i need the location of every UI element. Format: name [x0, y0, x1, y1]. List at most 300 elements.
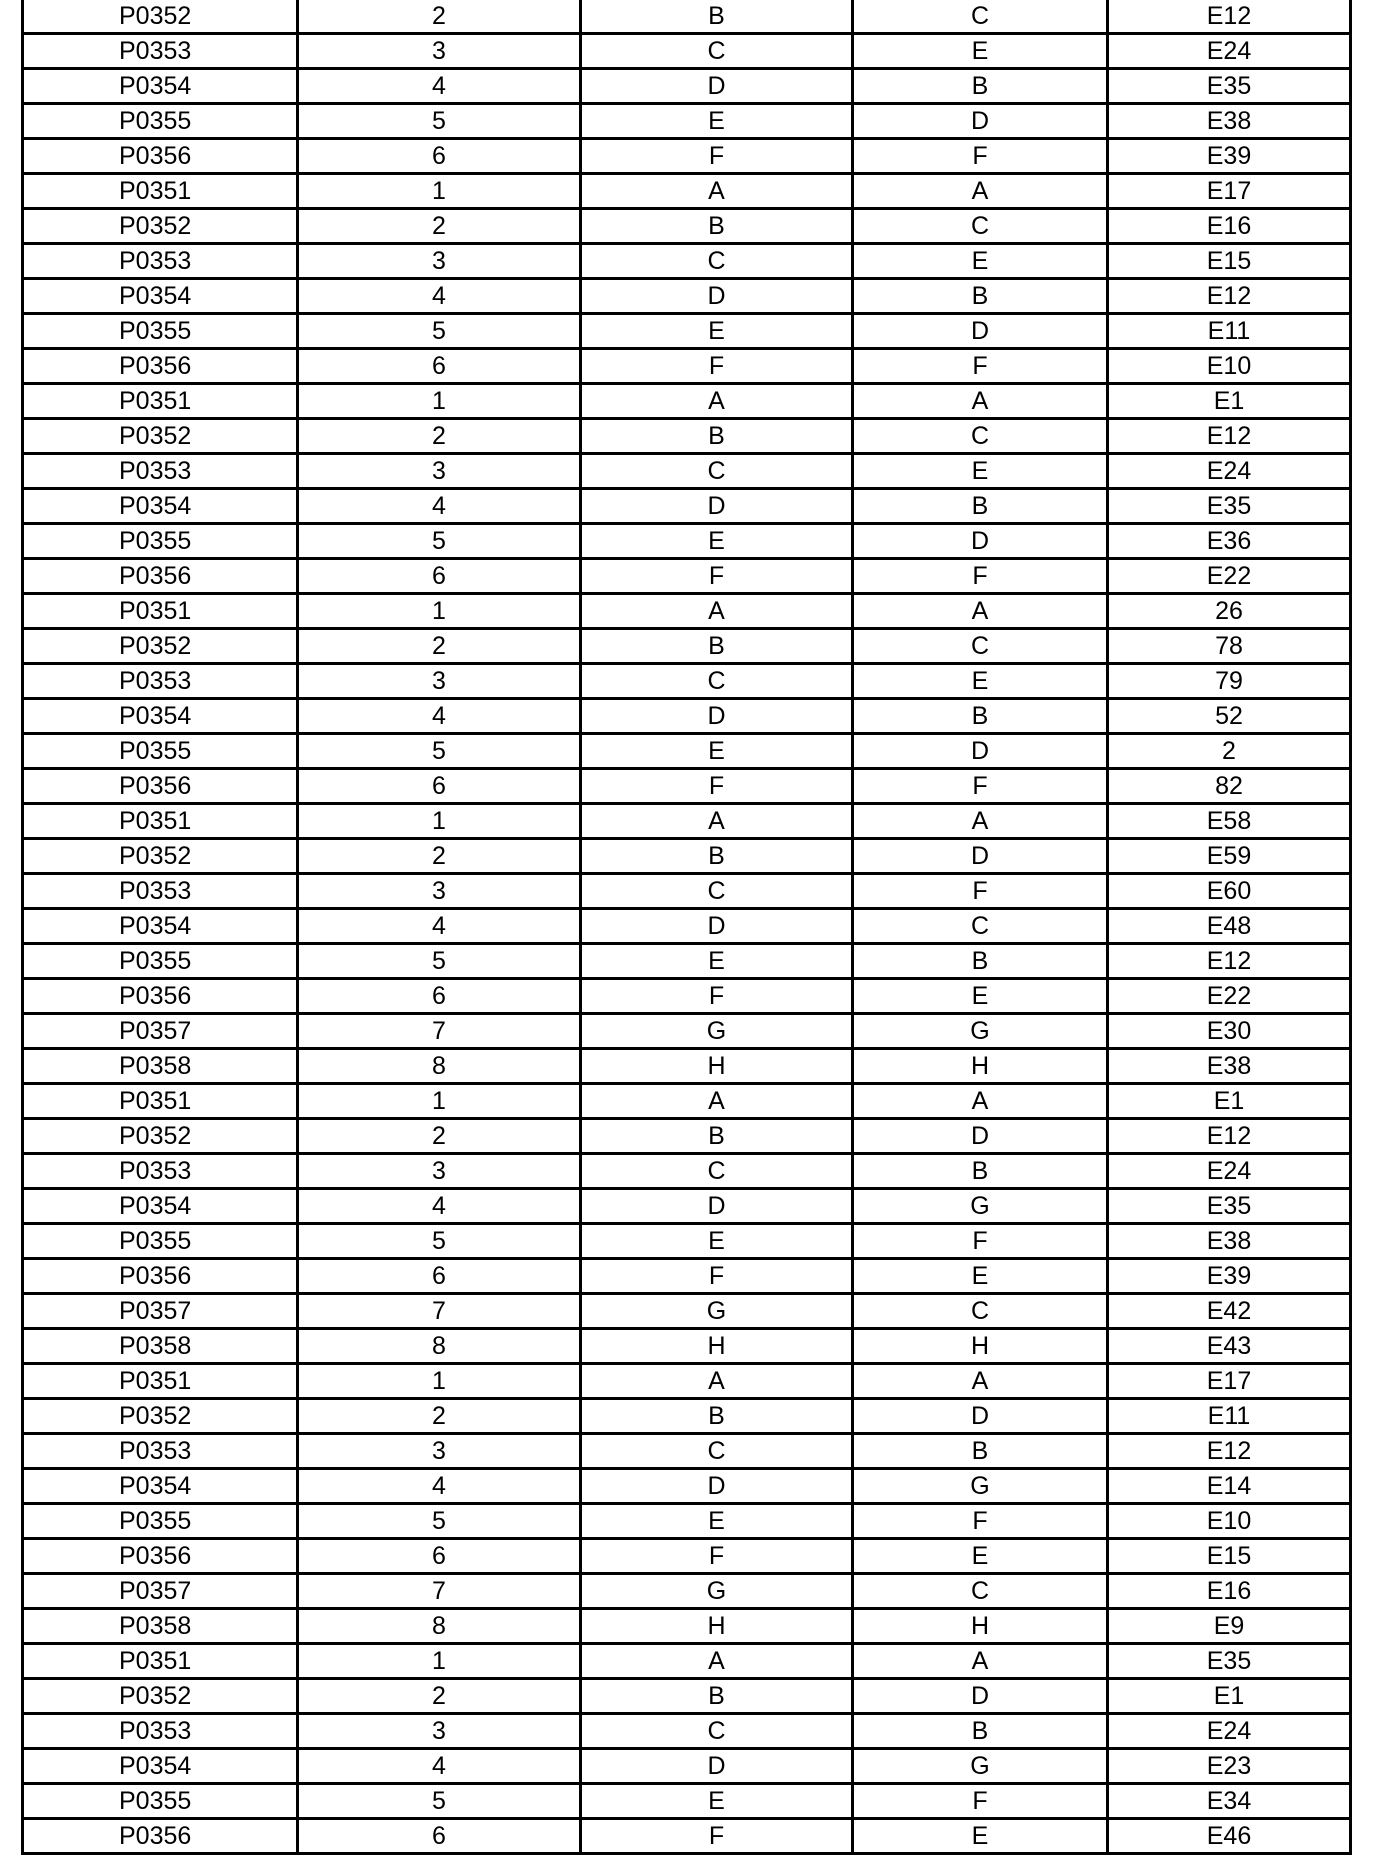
table-row: [23, 1609, 1351, 1644]
row-code-a-cell: C: [581, 1434, 853, 1469]
row-number-cell: 5: [298, 104, 581, 139]
table-row: [23, 909, 1351, 944]
row-e-code-cell: E35: [1108, 1189, 1351, 1224]
row-number-cell: 1: [298, 594, 581, 629]
row-number-cell: 1: [298, 804, 581, 839]
row-id-cell: P0355: [23, 944, 298, 979]
row-code-a-cell: B: [581, 209, 853, 244]
table-row: [23, 1574, 1351, 1609]
table-row: [23, 174, 1351, 209]
row-code-a-cell: C: [581, 1154, 853, 1189]
row-id-cell: P0354: [23, 489, 298, 524]
row-number-cell: 8: [298, 1609, 581, 1644]
row-e-code-cell: E48: [1108, 909, 1351, 944]
row-e-code-cell: E23: [1108, 1749, 1351, 1784]
row-number-cell: 6: [298, 1539, 581, 1574]
row-e-code-cell: 82: [1108, 769, 1351, 804]
row-e-code-cell: E43: [1108, 1329, 1351, 1364]
row-id-cell: P0353: [23, 1154, 298, 1189]
row-number-cell: 4: [298, 1189, 581, 1224]
row-number-cell: 3: [298, 454, 581, 489]
table-body: [23, 0, 1351, 1854]
row-code-a-cell: D: [581, 279, 853, 314]
row-code-a-cell: F: [581, 139, 853, 174]
row-code-a-cell: A: [581, 174, 853, 209]
row-code-b-cell: E: [853, 979, 1108, 1014]
row-code-b-cell: E: [853, 1539, 1108, 1574]
row-code-a-cell: F: [581, 769, 853, 804]
row-number-cell: 8: [298, 1329, 581, 1364]
row-code-a-cell: F: [581, 559, 853, 594]
table-row: [23, 1259, 1351, 1294]
row-code-b-cell: H: [853, 1609, 1108, 1644]
row-e-code-cell: E24: [1108, 34, 1351, 69]
row-code-b-cell: A: [853, 384, 1108, 419]
row-number-cell: 3: [298, 244, 581, 279]
row-e-code-cell: 78: [1108, 629, 1351, 664]
row-e-code-cell: E9: [1108, 1609, 1351, 1644]
row-code-b-cell: A: [853, 1084, 1108, 1119]
row-code-a-cell: B: [581, 629, 853, 664]
row-e-code-cell: E22: [1108, 979, 1351, 1014]
row-code-a-cell: F: [581, 349, 853, 384]
table-row: [23, 1714, 1351, 1749]
row-number-cell: 6: [298, 349, 581, 384]
row-number-cell: 4: [298, 489, 581, 524]
row-number-cell: 6: [298, 559, 581, 594]
table-row: [23, 1014, 1351, 1049]
row-code-b-cell: A: [853, 804, 1108, 839]
row-number-cell: 1: [298, 174, 581, 209]
table-row: [23, 699, 1351, 734]
row-id-cell: P0352: [23, 419, 298, 454]
row-code-a-cell: B: [581, 839, 853, 874]
row-e-code-cell: E46: [1108, 1819, 1351, 1854]
row-e-code-cell: E30: [1108, 1014, 1351, 1049]
row-number-cell: 6: [298, 139, 581, 174]
row-code-a-cell: D: [581, 699, 853, 734]
row-id-cell: P0352: [23, 1679, 298, 1714]
row-number-cell: 3: [298, 1714, 581, 1749]
table-row: [23, 314, 1351, 349]
row-id-cell: P0356: [23, 349, 298, 384]
row-e-code-cell: E35: [1108, 489, 1351, 524]
row-code-a-cell: H: [581, 1049, 853, 1084]
table-row: [23, 1294, 1351, 1329]
row-code-b-cell: E: [853, 664, 1108, 699]
row-code-b-cell: C: [853, 419, 1108, 454]
table-row: [23, 0, 1351, 34]
row-code-a-cell: E: [581, 314, 853, 349]
row-id-cell: P0353: [23, 1434, 298, 1469]
row-e-code-cell: E16: [1108, 1574, 1351, 1609]
table-row: [23, 1189, 1351, 1224]
row-code-a-cell: A: [581, 384, 853, 419]
row-code-a-cell: D: [581, 909, 853, 944]
table-row: [23, 1819, 1351, 1854]
row-e-code-cell: E12: [1108, 944, 1351, 979]
row-number-cell: 7: [298, 1574, 581, 1609]
row-id-cell: P0356: [23, 979, 298, 1014]
row-id-cell: P0352: [23, 629, 298, 664]
row-e-code-cell: E16: [1108, 209, 1351, 244]
row-code-a-cell: D: [581, 489, 853, 524]
row-e-code-cell: E10: [1108, 349, 1351, 384]
row-code-b-cell: G: [853, 1469, 1108, 1504]
row-code-a-cell: F: [581, 1819, 853, 1854]
table-row: [23, 979, 1351, 1014]
row-code-b-cell: C: [853, 1294, 1108, 1329]
table-row: [23, 1679, 1351, 1714]
row-id-cell: P0352: [23, 1119, 298, 1154]
table-row: [23, 874, 1351, 909]
row-e-code-cell: 2: [1108, 734, 1351, 769]
row-id-cell: P0358: [23, 1049, 298, 1084]
row-number-cell: 1: [298, 384, 581, 419]
row-number-cell: 3: [298, 664, 581, 699]
table-row: [23, 244, 1351, 279]
row-code-b-cell: F: [853, 1224, 1108, 1259]
row-id-cell: P0358: [23, 1329, 298, 1364]
row-number-cell: 2: [298, 629, 581, 664]
row-id-cell: P0356: [23, 1259, 298, 1294]
row-id-cell: P0354: [23, 279, 298, 314]
row-e-code-cell: E12: [1108, 279, 1351, 314]
row-id-cell: P0351: [23, 1644, 298, 1679]
row-id-cell: P0355: [23, 104, 298, 139]
row-code-a-cell: A: [581, 594, 853, 629]
row-number-cell: 6: [298, 979, 581, 1014]
table-row: [23, 734, 1351, 769]
row-code-b-cell: E: [853, 244, 1108, 279]
row-e-code-cell: E15: [1108, 1539, 1351, 1574]
row-number-cell: 5: [298, 1784, 581, 1819]
row-e-code-cell: E34: [1108, 1784, 1351, 1819]
table-row: [23, 804, 1351, 839]
table-row: [23, 419, 1351, 454]
row-code-a-cell: F: [581, 979, 853, 1014]
row-id-cell: P0354: [23, 1189, 298, 1224]
row-number-cell: 5: [298, 734, 581, 769]
row-number-cell: 4: [298, 699, 581, 734]
row-id-cell: P0356: [23, 139, 298, 174]
row-code-a-cell: E: [581, 1784, 853, 1819]
row-id-cell: P0353: [23, 454, 298, 489]
row-number-cell: 2: [298, 419, 581, 454]
row-code-b-cell: E: [853, 34, 1108, 69]
row-code-a-cell: B: [581, 1399, 853, 1434]
row-number-cell: 5: [298, 944, 581, 979]
row-e-code-cell: E1: [1108, 384, 1351, 419]
row-e-code-cell: E17: [1108, 174, 1351, 209]
row-number-cell: 1: [298, 1644, 581, 1679]
row-e-code-cell: E17: [1108, 1364, 1351, 1399]
row-id-cell: P0356: [23, 769, 298, 804]
table-row: [23, 1434, 1351, 1469]
row-code-b-cell: B: [853, 699, 1108, 734]
row-code-a-cell: D: [581, 69, 853, 104]
table-row: [23, 349, 1351, 384]
row-code-b-cell: F: [853, 769, 1108, 804]
row-number-cell: 4: [298, 279, 581, 314]
row-number-cell: 2: [298, 0, 581, 34]
row-id-cell: P0355: [23, 734, 298, 769]
row-number-cell: 3: [298, 1154, 581, 1189]
row-number-cell: 2: [298, 839, 581, 874]
row-code-a-cell: D: [581, 1749, 853, 1784]
row-code-b-cell: B: [853, 489, 1108, 524]
row-e-code-cell: E24: [1108, 454, 1351, 489]
row-code-b-cell: G: [853, 1014, 1108, 1049]
row-code-b-cell: G: [853, 1749, 1108, 1784]
row-code-a-cell: C: [581, 34, 853, 69]
row-code-a-cell: C: [581, 874, 853, 909]
row-code-b-cell: F: [853, 139, 1108, 174]
row-e-code-cell: E24: [1108, 1154, 1351, 1189]
row-number-cell: 3: [298, 874, 581, 909]
row-e-code-cell: E60: [1108, 874, 1351, 909]
row-id-cell: P0352: [23, 839, 298, 874]
row-code-a-cell: B: [581, 1119, 853, 1154]
row-e-code-cell: E38: [1108, 1224, 1351, 1259]
row-code-a-cell: B: [581, 1679, 853, 1714]
row-code-b-cell: H: [853, 1049, 1108, 1084]
row-code-b-cell: C: [853, 209, 1108, 244]
row-number-cell: 4: [298, 909, 581, 944]
table-row: [23, 454, 1351, 489]
row-number-cell: 5: [298, 524, 581, 559]
row-number-cell: 4: [298, 69, 581, 104]
row-code-b-cell: A: [853, 594, 1108, 629]
table-row: [23, 1224, 1351, 1259]
row-code-a-cell: C: [581, 244, 853, 279]
row-code-a-cell: D: [581, 1469, 853, 1504]
row-number-cell: 6: [298, 1819, 581, 1854]
row-code-b-cell: F: [853, 559, 1108, 594]
row-id-cell: P0356: [23, 559, 298, 594]
row-code-a-cell: A: [581, 1644, 853, 1679]
table-row: [23, 594, 1351, 629]
row-e-code-cell: E11: [1108, 314, 1351, 349]
row-id-cell: P0353: [23, 244, 298, 279]
row-id-cell: P0354: [23, 1749, 298, 1784]
table-row: [23, 559, 1351, 594]
row-code-b-cell: B: [853, 944, 1108, 979]
row-code-b-cell: D: [853, 734, 1108, 769]
table-row: [23, 1469, 1351, 1504]
row-number-cell: 5: [298, 314, 581, 349]
row-number-cell: 2: [298, 1399, 581, 1434]
row-number-cell: 8: [298, 1049, 581, 1084]
row-id-cell: P0353: [23, 664, 298, 699]
row-code-a-cell: H: [581, 1329, 853, 1364]
row-e-code-cell: E12: [1108, 0, 1351, 34]
row-code-a-cell: F: [581, 1259, 853, 1294]
row-e-code-cell: E39: [1108, 139, 1351, 174]
row-number-cell: 5: [298, 1224, 581, 1259]
row-e-code-cell: E38: [1108, 1049, 1351, 1084]
row-code-b-cell: F: [853, 349, 1108, 384]
table-row: [23, 34, 1351, 69]
row-code-b-cell: F: [853, 874, 1108, 909]
row-id-cell: P0351: [23, 804, 298, 839]
row-id-cell: P0354: [23, 69, 298, 104]
row-number-cell: 7: [298, 1014, 581, 1049]
row-e-code-cell: E12: [1108, 1119, 1351, 1154]
table-row: [23, 769, 1351, 804]
row-number-cell: 1: [298, 1084, 581, 1119]
row-e-code-cell: E12: [1108, 1434, 1351, 1469]
row-code-a-cell: E: [581, 104, 853, 139]
row-number-cell: 5: [298, 1504, 581, 1539]
row-code-b-cell: D: [853, 839, 1108, 874]
table-row: [23, 1154, 1351, 1189]
row-code-b-cell: B: [853, 1154, 1108, 1189]
row-code-b-cell: D: [853, 524, 1108, 559]
row-code-b-cell: C: [853, 629, 1108, 664]
table-row: [23, 1329, 1351, 1364]
row-code-b-cell: C: [853, 909, 1108, 944]
row-number-cell: 6: [298, 1259, 581, 1294]
row-number-cell: 3: [298, 1434, 581, 1469]
data-table: [21, 0, 1352, 1855]
row-id-cell: P0351: [23, 384, 298, 419]
row-code-a-cell: B: [581, 0, 853, 34]
row-id-cell: P0357: [23, 1574, 298, 1609]
row-number-cell: 4: [298, 1469, 581, 1504]
row-id-cell: P0357: [23, 1294, 298, 1329]
row-code-b-cell: E: [853, 1259, 1108, 1294]
row-code-a-cell: D: [581, 1189, 853, 1224]
row-code-b-cell: E: [853, 454, 1108, 489]
row-id-cell: P0352: [23, 1399, 298, 1434]
row-code-b-cell: A: [853, 1364, 1108, 1399]
row-e-code-cell: 79: [1108, 664, 1351, 699]
row-number-cell: 3: [298, 34, 581, 69]
row-code-b-cell: B: [853, 279, 1108, 314]
table-row: [23, 1119, 1351, 1154]
row-number-cell: 2: [298, 1679, 581, 1714]
row-code-b-cell: B: [853, 1714, 1108, 1749]
table-row: [23, 209, 1351, 244]
row-id-cell: P0353: [23, 874, 298, 909]
row-id-cell: P0353: [23, 34, 298, 69]
row-number-cell: 4: [298, 1749, 581, 1784]
row-code-a-cell: G: [581, 1294, 853, 1329]
table-row: [23, 1399, 1351, 1434]
row-e-code-cell: E10: [1108, 1504, 1351, 1539]
table-row: [23, 1749, 1351, 1784]
row-id-cell: P0352: [23, 0, 298, 34]
table-row: [23, 944, 1351, 979]
row-id-cell: P0355: [23, 1504, 298, 1539]
row-code-a-cell: F: [581, 1539, 853, 1574]
row-code-b-cell: E: [853, 1819, 1108, 1854]
row-id-cell: P0351: [23, 1084, 298, 1119]
row-code-b-cell: C: [853, 0, 1108, 34]
table-row: [23, 139, 1351, 174]
row-e-code-cell: 52: [1108, 699, 1351, 734]
table-row: [23, 1049, 1351, 1084]
table-row: [23, 1539, 1351, 1574]
row-code-a-cell: C: [581, 664, 853, 699]
row-number-cell: 2: [298, 1119, 581, 1154]
row-id-cell: P0355: [23, 1784, 298, 1819]
row-code-b-cell: C: [853, 1574, 1108, 1609]
row-id-cell: P0351: [23, 1364, 298, 1399]
row-e-code-cell: E22: [1108, 559, 1351, 594]
row-code-a-cell: C: [581, 454, 853, 489]
table-row: [23, 104, 1351, 139]
table-row: [23, 839, 1351, 874]
row-e-code-cell: E1: [1108, 1084, 1351, 1119]
table-row: [23, 384, 1351, 419]
row-code-a-cell: E: [581, 1504, 853, 1539]
row-id-cell: P0352: [23, 209, 298, 244]
table-row: [23, 629, 1351, 664]
row-e-code-cell: E38: [1108, 104, 1351, 139]
row-e-code-cell: E15: [1108, 244, 1351, 279]
row-code-a-cell: G: [581, 1014, 853, 1049]
row-code-a-cell: G: [581, 1574, 853, 1609]
row-number-cell: 6: [298, 769, 581, 804]
row-code-b-cell: A: [853, 174, 1108, 209]
row-code-b-cell: F: [853, 1504, 1108, 1539]
row-id-cell: P0354: [23, 1469, 298, 1504]
table-row: [23, 664, 1351, 699]
row-code-b-cell: D: [853, 104, 1108, 139]
row-e-code-cell: E59: [1108, 839, 1351, 874]
row-id-cell: P0355: [23, 1224, 298, 1259]
row-e-code-cell: E11: [1108, 1399, 1351, 1434]
row-e-code-cell: E24: [1108, 1714, 1351, 1749]
row-number-cell: 7: [298, 1294, 581, 1329]
row-code-a-cell: E: [581, 524, 853, 559]
row-e-code-cell: E35: [1108, 69, 1351, 104]
table-row: [23, 1644, 1351, 1679]
row-e-code-cell: E1: [1108, 1679, 1351, 1714]
row-e-code-cell: E35: [1108, 1644, 1351, 1679]
row-id-cell: P0358: [23, 1609, 298, 1644]
row-code-b-cell: F: [853, 1784, 1108, 1819]
row-id-cell: P0354: [23, 699, 298, 734]
row-id-cell: P0354: [23, 909, 298, 944]
row-code-b-cell: H: [853, 1329, 1108, 1364]
row-e-code-cell: E39: [1108, 1259, 1351, 1294]
row-id-cell: P0351: [23, 174, 298, 209]
row-code-b-cell: B: [853, 69, 1108, 104]
table-row: [23, 1084, 1351, 1119]
row-code-a-cell: E: [581, 944, 853, 979]
row-code-a-cell: A: [581, 1364, 853, 1399]
row-number-cell: 2: [298, 209, 581, 244]
row-e-code-cell: E12: [1108, 419, 1351, 454]
row-code-a-cell: A: [581, 1084, 853, 1119]
row-code-b-cell: D: [853, 1119, 1108, 1154]
row-code-b-cell: D: [853, 314, 1108, 349]
table-row: [23, 489, 1351, 524]
row-id-cell: P0355: [23, 524, 298, 559]
row-id-cell: P0356: [23, 1539, 298, 1574]
row-e-code-cell: E14: [1108, 1469, 1351, 1504]
row-id-cell: P0351: [23, 594, 298, 629]
row-id-cell: P0353: [23, 1714, 298, 1749]
row-code-a-cell: H: [581, 1609, 853, 1644]
row-code-a-cell: B: [581, 419, 853, 454]
row-code-a-cell: E: [581, 1224, 853, 1259]
row-id-cell: P0355: [23, 314, 298, 349]
row-id-cell: P0356: [23, 1819, 298, 1854]
